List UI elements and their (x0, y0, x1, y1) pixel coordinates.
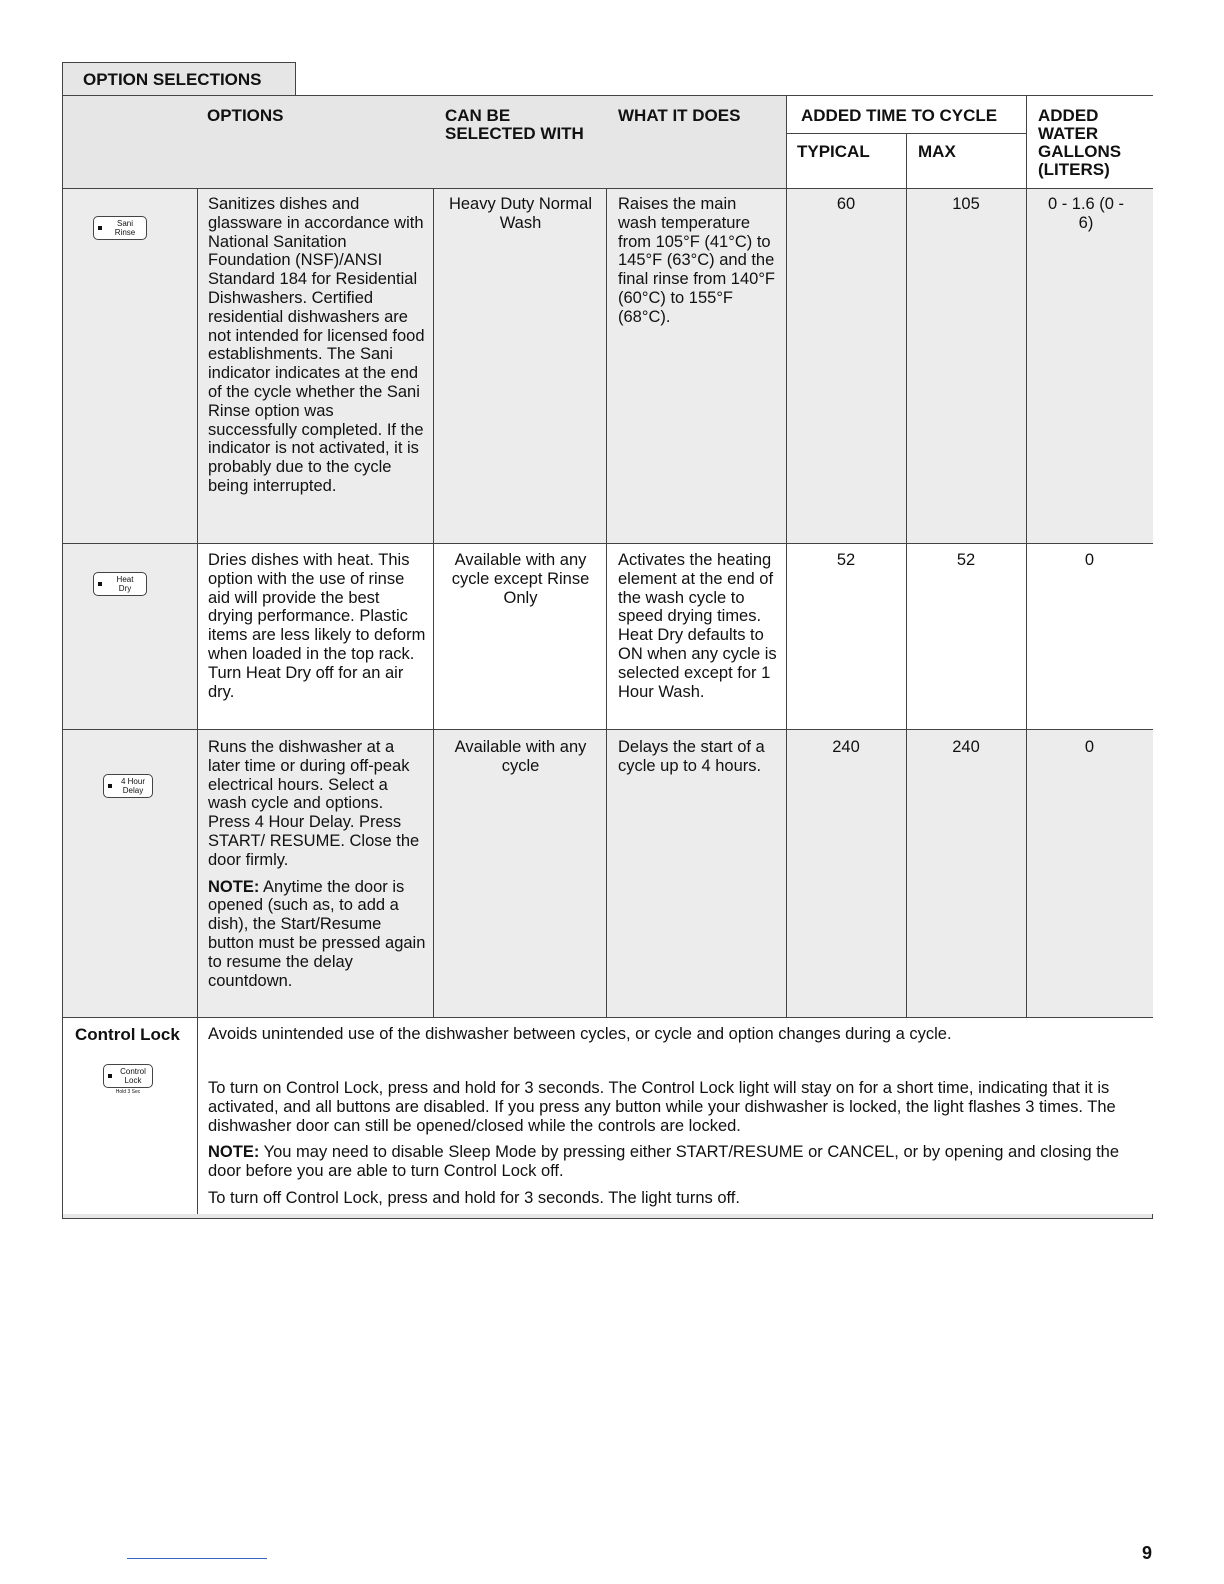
delay-max: 240 (952, 738, 980, 756)
four-hour-delay-icon: 4 Hour Delay (103, 774, 153, 798)
control-lock-p1: Avoids unintended use of the dishwasher between cycles, or cycle and option changes during a cycle. (208, 1025, 952, 1043)
delay-note-label: NOTE: (208, 877, 260, 896)
delay-options-text (208, 738, 426, 990)
page-number: 9 (1141, 1543, 1152, 1563)
section-tab (62, 62, 296, 96)
footer-link-line (127, 1558, 267, 1559)
sani-rinse-options-text: Sanitizes dishes and glassware in accordance with National Sanitation Foundation (NSF)/ANSI Standard 184 for Residential Dishwashers. Certified residential dishwashers are not intended for licensed food establishments. The Sani indicator indicates at the end of the cycle whether the Sani Rinse option was successfully completed. If the indicator is not activated, it is probably due to the cycle being interrupted. (208, 195, 425, 495)
section-title: OPTION SELECTIONS (83, 70, 262, 89)
sani-rinse-typical: 60 (836, 195, 856, 213)
control-lock-title: Control Lock (75, 1025, 180, 1044)
heat-dry-can-be-selected: Available with any cycle except Rinse Only (451, 551, 590, 607)
delay-note-text: Anytime the door is opened (such as, to add a dish), the Start/Resume button must be pressed again to resume the delay countdown. (208, 877, 426, 990)
control-lock-note (208, 1143, 1138, 1181)
delay-options-main: Runs the dishwasher at a later time or during off-peak electrical hours. Select a wash cycle and options. Press 4 Hour Delay. Press START/ RESUME. Close the door firmly. (208, 738, 420, 869)
heat-dry-typical: 52 (836, 551, 856, 569)
control-lock-hold-label: Hold 3 Sec (115, 1089, 141, 1095)
sani-rinse-what-it-does: Raises the main wash temperature from 105°F (41°C) to 145°F (63°C) and the final rinse from 140°F (60°C) to 155°F (68°C). (618, 195, 775, 326)
heat-dry-icon: Heat Dry (93, 572, 147, 596)
header-options: OPTIONS (207, 106, 284, 125)
control-lock-p3: To turn off Control Lock, press and hold for 3 seconds. The light turns off. (208, 1189, 740, 1207)
control-lock-p2: To turn on Control Lock, press and hold for 3 seconds. The Control Lock light will stay on for a short time, indicating that it is activated, and all buttons are disabled. If you press any button while your dishwasher is locked, the light flashes 3 times. The dishwasher door can still be opened/closed while the controls are locked. (208, 1079, 1116, 1135)
option-selections-table (62, 95, 1153, 1219)
delay-what-it-does: Delays the start of a cycle up to 4 hours. (618, 738, 765, 775)
delay-water: 0 (1084, 738, 1095, 756)
delay-options-note (208, 878, 426, 991)
control-lock-note-label: NOTE: (208, 1143, 260, 1161)
control-lock-icon: Control Lock (103, 1064, 153, 1088)
row-heat-icon-bg (63, 543, 197, 729)
delay-can-be-selected: Available with any cycle (454, 738, 587, 775)
header-max: MAX (918, 142, 956, 161)
sani-rinse-icon: Sani Rinse (93, 216, 147, 240)
control-lock-note-text: You may need to disable Sleep Mode by pressing either START/RESUME or CANCEL, or by opening and closing the door before you are able to turn Control Lock off. (208, 1143, 1120, 1180)
heat-dry-what-it-does: Activates the heating element at the end of the wash cycle to speed drying times. Heat Dry defaults to ON when any cycle is selected except for 1 Hour Wash. (618, 551, 777, 701)
heat-dry-water: 0 (1084, 551, 1095, 569)
heat-dry-options-text: Dries dishes with heat. This option with the use of rinse aid will provide the best drying performance. Plastic items are less likely to deform when loaded in the top rack. Turn Heat Dry off for an air dry. (208, 551, 426, 701)
header-typical: TYPICAL (797, 142, 870, 161)
header-what-it-does: WHAT IT DOES (618, 106, 741, 125)
header-can-be-selected-with: CAN BE SELECTED WITH (445, 106, 584, 143)
header-added-time: ADDED TIME TO CYCLE (801, 106, 998, 125)
sani-rinse-max: 105 (952, 195, 980, 213)
delay-typical: 240 (832, 738, 860, 756)
heat-dry-max: 52 (956, 551, 976, 569)
sani-rinse-water: 0 - 1.6 (0 - 6) (1047, 195, 1125, 232)
header-added-water: ADDED WATER GALLONS (LITERS) (1038, 106, 1122, 179)
sani-rinse-can-be-selected: Heavy Duty Normal Wash (448, 195, 593, 232)
